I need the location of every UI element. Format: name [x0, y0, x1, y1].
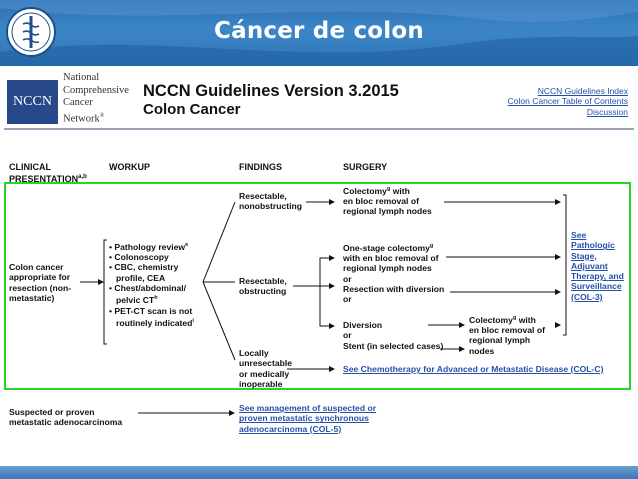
nccn-logo: NCCN	[7, 80, 58, 124]
finding-unresectable: Locally unresectable or medically inoperable	[239, 348, 293, 389]
workup-item: • Colonoscopy	[109, 252, 169, 263]
guidelines-subtitle: Colon Cancer	[143, 101, 241, 118]
discussion-link[interactable]: Discussion	[586, 107, 628, 117]
org-line: Network®	[63, 112, 105, 124]
table-of-contents-link[interactable]: Colon Cancer Table of Contents	[507, 96, 628, 106]
header-clinical-presentation: CLINICAL PRESENTATION$^{a,b}$	[9, 162, 87, 184]
header-workup: WORKUP	[109, 162, 150, 172]
surgery-one-stage-colectomy: One-stage colectomy$^g$ with en bloc removal of regional lymph nodes or Resection with diversion or	[343, 242, 445, 305]
surgery-colectomy-after-diversion: Colectomy$^g$ with en bloc removal of regional lymph nodes	[469, 314, 545, 356]
surgery-resection-with-diversion: Resection with diversion	[343, 284, 445, 295]
org-line: Comprehensive	[63, 84, 129, 96]
finding-resectable-nonobstructing: Resectable, nonobstructing	[239, 191, 303, 212]
pathologic-stage-adjuvant-therapy-link[interactable]: See Pathologic Stage, Adjuvant Therapy, and Surveillance (COL-3)	[571, 230, 624, 302]
org-line: Cancer	[63, 97, 93, 108]
slide-title: Cáncer de colon	[214, 18, 424, 44]
workup-list	[109, 240, 194, 328]
chemotherapy-advanced-metastatic-link[interactable]: See Chemotherapy for Advanced or Metastatic Disease (COL-C)	[343, 364, 604, 374]
workup-item: profile, CEA	[116, 272, 166, 283]
workup-item: • PET-CT scan is not	[109, 305, 193, 316]
org-line: National	[63, 72, 100, 83]
workup-item: • Pathology review$^e$	[109, 241, 189, 252]
finding-resectable-obstructing: Resectable, obstructing	[239, 276, 287, 297]
workup-item: routinely indicated$^i$	[116, 317, 194, 328]
bottom-band	[0, 466, 638, 479]
workup-item: pelvic $CT^h$	[116, 295, 158, 306]
guidelines-index-link[interactable]: NCCN Guidelines Index	[537, 86, 628, 96]
header-findings: FINDINGS	[239, 162, 283, 172]
header-surgery: SURGERY	[343, 162, 388, 172]
surgery-colectomy-nonobstructing: Colectomy$^g$ with en bloc removal of regional lymph nodes	[343, 185, 432, 217]
workup-item: • Chest/abdominal/	[109, 283, 187, 294]
clinical-presentation-text: Colon cancer appropriate for resection (non- metastatic)	[9, 262, 72, 303]
metastatic-management-link[interactable]: See management of suspected or proven metastatic synchronous adenocarcinoma (COL-5)	[239, 403, 377, 434]
clinical-metastatic-text: Suspected or proven metastatic adenocarcinoma	[9, 407, 123, 428]
surgery-diversion-or-stent: Diversion or Stent (in selected cases)	[343, 320, 444, 351]
workup-item: • CBC, chemistry	[109, 262, 179, 273]
guidelines-title: NCCN Guidelines Version 3.2015	[143, 82, 399, 100]
